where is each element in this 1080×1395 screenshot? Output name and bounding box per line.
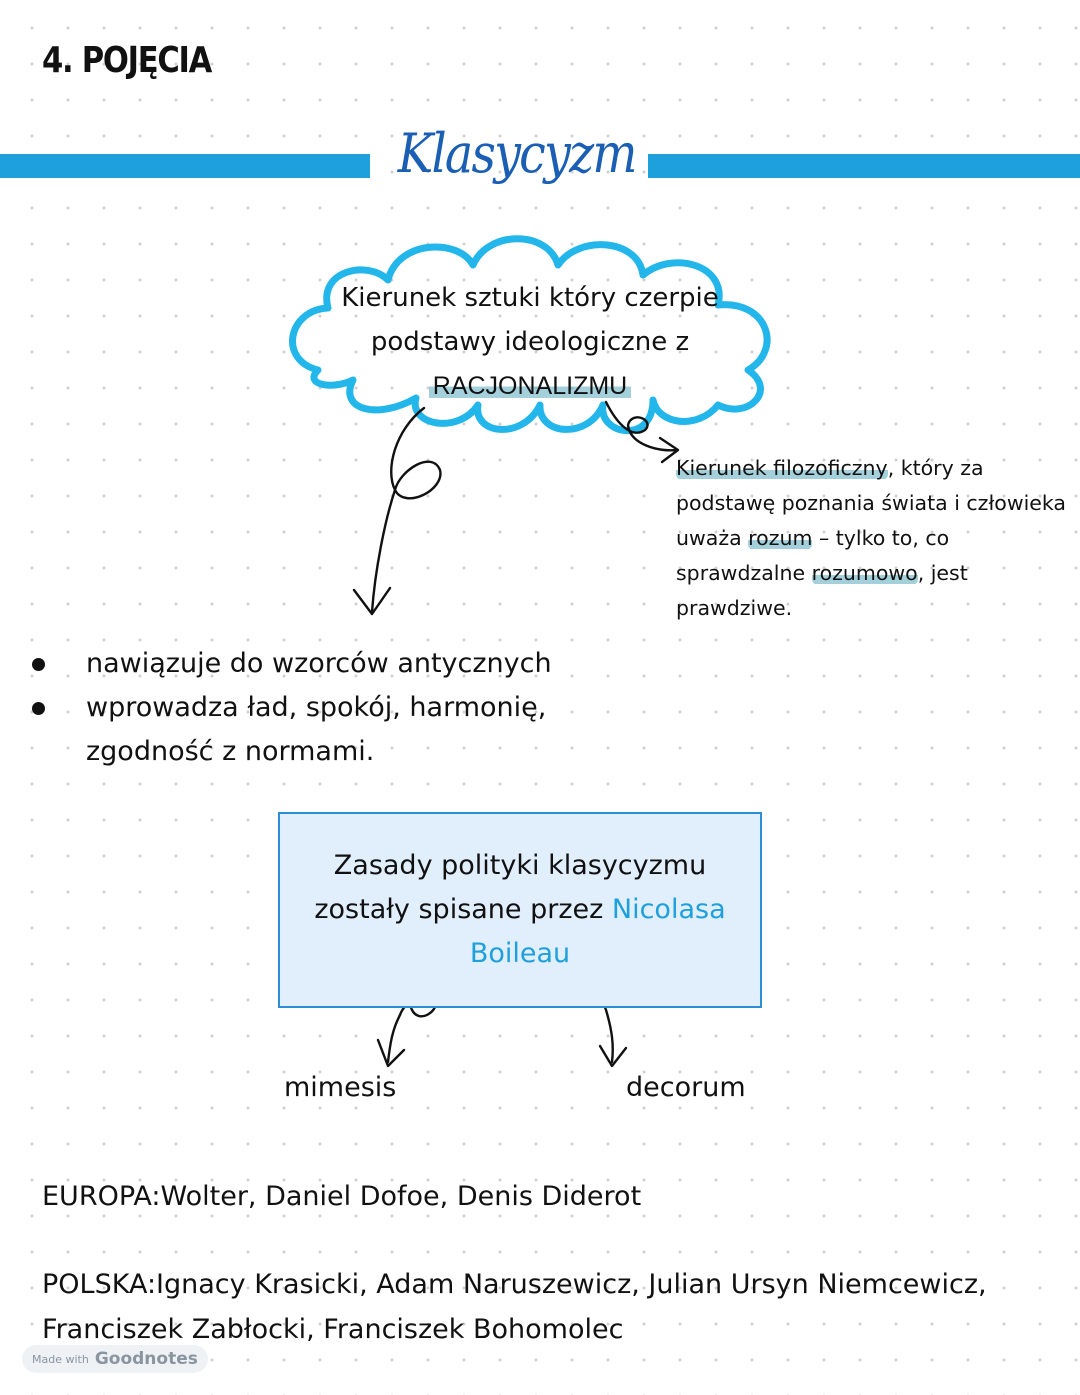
rationalism-definition: Kierunek filozoficzny, który za podstawę poznania świata i człowieka uważa rozum – tylko to, co sprawdzalne rozumowo, jest prawdziwe. xyxy=(676,456,1066,620)
page-title: 4. POJĘCIA xyxy=(42,40,212,81)
highlight-rozum: rozum xyxy=(748,526,813,550)
concept-decorum: decorum xyxy=(626,1072,746,1103)
arrow-cloud-to-bullets xyxy=(372,408,440,612)
list-item: wprowadza ład, spokój, harmonię, zgodność z normami. xyxy=(28,686,586,774)
boileau-info-text: Zasady polityki klasycyzmu zostały spisane przez Nicolasa Boileau xyxy=(314,850,726,969)
bullet-dot-icon xyxy=(32,658,45,671)
bullet-dot-icon xyxy=(32,702,45,715)
cloud-line-2: podstawy ideologiczne z xyxy=(370,327,690,357)
list-item: nawiązuje do wzorców antycznych xyxy=(28,642,646,686)
concept-mimesis: mimesis xyxy=(284,1072,397,1103)
cloud-keyword: RACJONALIZMU xyxy=(429,372,631,400)
highlight-rozumowo: rozumowo xyxy=(811,561,918,585)
section-heading: Klasycyzm xyxy=(397,122,636,185)
goodnotes-logo: Goodnotes xyxy=(94,1349,198,1369)
goodnotes-watermark xyxy=(22,1345,208,1373)
poland-authors: POLSKA:Ignacy Krasicki, Adam Naruszewicz, Julian Ursyn Niemcewicz, Franciszek Zabłocki, Franciszek Bohomolec xyxy=(42,1269,987,1345)
europe-authors: EUROPA:Wolter, Daniel Dofoe, Denis Diderot xyxy=(42,1181,642,1212)
cloud-line-1: Kierunek sztuki który czerpie xyxy=(341,283,719,313)
boileau-name: Nicolasa Boileau xyxy=(469,894,726,969)
watermark-prefix: Made with xyxy=(32,1352,89,1366)
feature-list xyxy=(28,642,646,774)
definition-term: Kierunek filozoficzny xyxy=(676,456,888,480)
